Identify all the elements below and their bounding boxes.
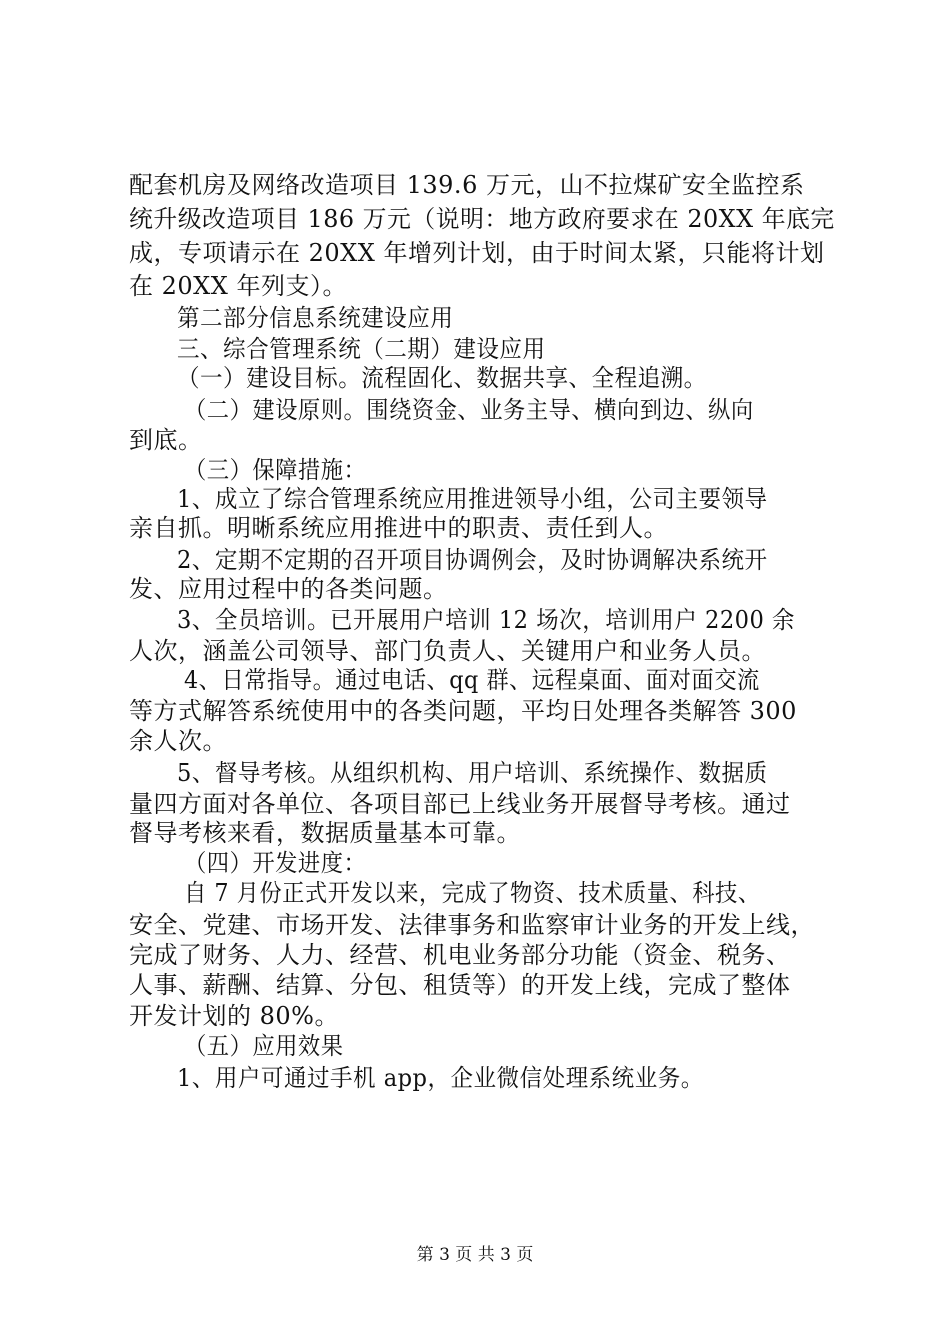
text-line: 统升级改造项目 186 万元（说明：地方政府要求在 20XX 年底完	[129, 205, 835, 233]
text-line: 2、定期不定期的召开项目协调例会，及时协调解决系统开	[177, 546, 768, 574]
text-line: 1、成立了综合管理系统应用推进领导小组，公司主要领导	[177, 485, 768, 513]
text-line: 安全、党建、市场开发、法律事务和监察审计业务的开发上线，	[129, 911, 815, 939]
text-line: 量四方面对各单位、各项目部已上线业务开展督导考核。通过	[129, 790, 791, 818]
text-line: 在 20XX 年列支）。	[129, 272, 347, 300]
text-line: 等方式解答系统使用中的各类问题，平均日处理各类解答 300	[129, 697, 797, 725]
text-line: 完成了财务、人力、经营、机电业务部分功能（资金、税务、	[129, 941, 791, 969]
subsection-heading: （四）开发进度：	[184, 849, 367, 877]
text-line: 1、用户可通过手机 app，企业微信处理系统业务。	[177, 1064, 704, 1092]
subsection-heading: （二）建设原则。围绕资金、业务主导、横向到边、纵向	[184, 396, 754, 424]
text-line: 人事、薪酬、结算、分包、租赁等）的开发上线，完成了整体	[129, 971, 791, 999]
page-footer: 第 3 页 共 3 页	[416, 1245, 534, 1265]
text-line: 5、督导考核。从组织机构、用户培训、系统操作、数据质	[177, 759, 768, 787]
text-line: 到底。	[129, 426, 203, 454]
text-line: 3、全员培训。已开展用户培训 12 场次，培训用户 2200 余	[177, 606, 795, 634]
text-line: 开发计划的 80%。	[129, 1002, 339, 1030]
section-heading: 第二部分信息系统建设应用	[177, 304, 454, 332]
text-line: 成，专项请示在 20XX 年增列计划，由于时间太紧，只能将计划	[129, 239, 825, 267]
subsection-heading: （五）应用效果	[184, 1032, 344, 1060]
text-line: 人次，涵盖公司领导、部门负责人、关键用户和业务人员。	[129, 637, 766, 665]
text-line: 督导考核来看，数据质量基本可靠。	[129, 819, 521, 847]
text-line: 亲自抓。明晰系统应用推进中的职责、责任到人。	[129, 514, 668, 542]
text-line: 自 7 月份正式开发以来，完成了物资、技术质量、科技、	[184, 879, 761, 907]
subsection-heading: （三）保障措施：	[184, 456, 367, 484]
text-line: 4、日常指导。通过电话、qq 群、远程桌面、面对面交流	[184, 666, 760, 694]
subsection-heading: （一）建设目标。流程固化、数据共享、全程追溯。	[177, 364, 707, 392]
section-heading: 三、综合管理系统（二期）建设应用	[177, 335, 546, 363]
text-line: 配套机房及网络改造项目 139.6 万元，山不拉煤矿安全监控系	[129, 171, 805, 199]
text-line: 发、应用过程中的各类问题。	[129, 575, 448, 603]
text-line: 余人次。	[129, 727, 227, 755]
